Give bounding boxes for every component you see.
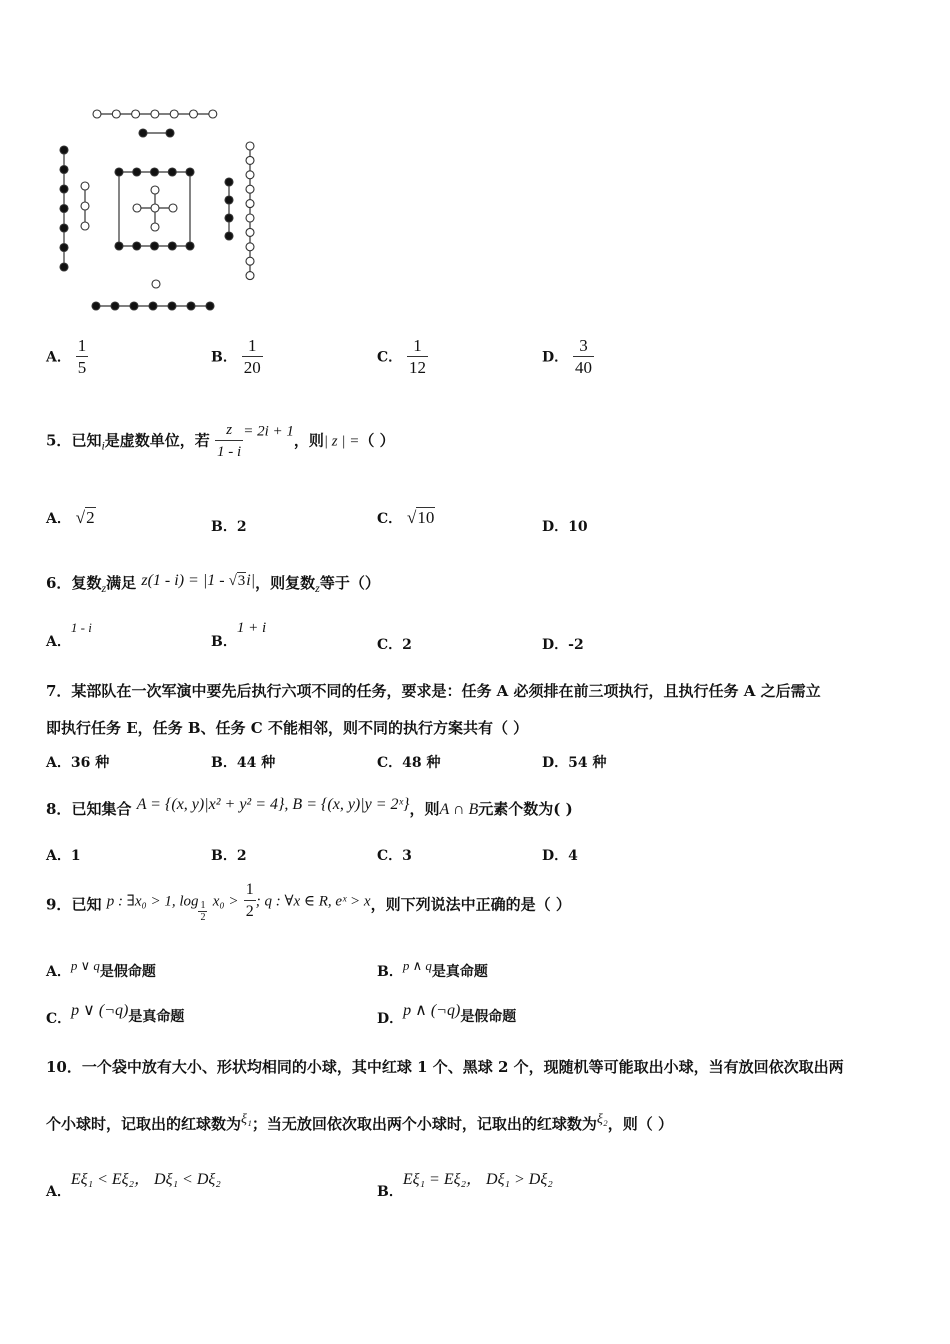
black-stone	[225, 196, 233, 204]
q5-option-b	[211, 516, 247, 536]
option-text: 是真命题	[431, 964, 488, 980]
denominator: 40	[575, 358, 593, 377]
numerator: z	[215, 420, 243, 441]
option-value: 10	[568, 519, 588, 535]
option-letter: C．	[377, 349, 403, 366]
q8-option-d	[542, 845, 578, 865]
q10-xi1: ξ₁	[241, 1112, 252, 1127]
white-stone	[246, 228, 254, 236]
q5-option-d	[542, 516, 588, 536]
black-stone	[60, 263, 68, 271]
black-stone	[168, 168, 176, 176]
option-letter: D．	[542, 848, 569, 864]
q7-option-a	[46, 752, 109, 772]
q9-p-part2: x₀ >	[212, 893, 239, 910]
q4-option-c	[377, 336, 428, 379]
option-value: 2	[236, 519, 247, 535]
white-stone	[246, 243, 254, 251]
fraction	[407, 336, 428, 379]
option-letter: B．	[211, 349, 237, 366]
q10-option-a	[46, 1166, 221, 1201]
q9-option-b	[377, 958, 488, 981]
q4-option-d	[542, 336, 594, 379]
white-stone	[151, 223, 159, 231]
option-letter: B．	[377, 964, 403, 980]
question-number: 8．	[46, 800, 72, 818]
q8-intersection: A ∩ B	[439, 801, 479, 818]
white-stone	[151, 110, 159, 118]
q6-text: 复数	[71, 574, 102, 592]
q7-option-b	[211, 752, 275, 772]
white-stone	[132, 110, 140, 118]
q8-text: 已知集合	[71, 800, 132, 818]
q6-option-a	[46, 620, 92, 651]
white-stone	[246, 142, 254, 150]
option-letter: A．	[46, 634, 71, 650]
white-stone	[246, 171, 254, 179]
q5-option-a	[46, 508, 96, 528]
option-expression: p ∨ q	[70, 958, 100, 973]
white-stone	[112, 110, 120, 118]
q6-text: ，则复数	[255, 574, 316, 592]
option-letter: B．	[211, 519, 237, 535]
option-value: 4	[568, 848, 578, 864]
option-expression: Eξ₁ < Eξ₂， Dξ₁ < Dξ₂	[70, 1171, 221, 1188]
option-value: 1	[70, 848, 81, 864]
white-stone	[246, 257, 254, 265]
q5-abs-z: | z | =	[323, 433, 360, 450]
q4-option-a	[46, 336, 88, 379]
q5-i: i	[101, 438, 105, 453]
q6-z: z	[101, 581, 107, 595]
option-letter: A．	[46, 964, 71, 980]
denominator: 2	[200, 911, 206, 923]
white-stone	[169, 204, 177, 212]
q8-text: 元素个数为( )	[478, 800, 573, 818]
black-stone	[92, 302, 100, 310]
black-stone	[130, 302, 138, 310]
q8-option-c	[377, 845, 412, 865]
option-letter: B．	[211, 634, 237, 650]
option-letter: A．	[46, 848, 71, 864]
black-stone	[225, 232, 233, 240]
q10-text: ；当无放回依次取出两个小球时，记取出的红球数为	[251, 1115, 597, 1133]
question-6	[46, 572, 380, 596]
question-10-line-2	[46, 1112, 673, 1134]
denominator: 20	[243, 358, 261, 377]
q6-z: z	[315, 581, 320, 595]
q4-option-b	[211, 336, 263, 379]
white-stone	[246, 272, 254, 280]
question-number: 9．	[46, 895, 72, 914]
q7-option-d	[542, 752, 607, 772]
black-stone	[151, 242, 159, 250]
black-stone	[149, 302, 157, 310]
q5-text: 是虚数单位，若	[104, 431, 210, 450]
white-stone	[81, 202, 89, 210]
sqrt-expression: √3	[228, 573, 246, 589]
question-8	[46, 796, 573, 819]
option-text: 是假命题	[99, 964, 156, 980]
question-number: 6．	[46, 574, 72, 592]
question-7-line-2: 即执行任务 E，任务 B、任务 C 不能相邻，则不同的执行方案共有（ ）	[46, 719, 529, 737]
fraction	[573, 336, 594, 379]
denominator: 1 - i	[217, 444, 242, 460]
option-text: 是真命题	[128, 1009, 185, 1025]
q9-option-c	[46, 1000, 184, 1028]
fraction	[242, 336, 263, 379]
q9-q-part: ; q : ∀x ∈ R, eˣ > x	[255, 893, 371, 910]
option-value: 44 种	[236, 755, 276, 771]
black-stone	[60, 146, 68, 154]
black-stone	[111, 302, 119, 310]
question-5	[46, 420, 395, 463]
q8-sets: A = {(x, y)|x² + y² = 4}, B = {(x, y)|y = 2ˣ}	[136, 796, 410, 813]
stone-pattern-svg	[40, 100, 280, 320]
black-stone	[139, 129, 147, 137]
option-letter: D．	[542, 755, 569, 771]
q6-text: 满足	[106, 574, 137, 592]
option-letter: B．	[377, 1184, 403, 1200]
option-letter: A．	[46, 1184, 71, 1200]
numerator: 1	[244, 880, 256, 901]
denominator: 5	[77, 358, 87, 377]
numerator: 1	[407, 336, 428, 357]
option-value: 36 种	[70, 755, 110, 771]
black-stone	[60, 205, 68, 213]
q9-p-part: p : ∃x₀ > 1, log	[106, 893, 199, 910]
q5-option-c	[377, 508, 435, 528]
black-stone	[168, 302, 176, 310]
white-stone	[81, 222, 89, 230]
white-stone	[152, 280, 160, 288]
option-value: 54 种	[568, 755, 607, 771]
stone-pattern-figure	[40, 100, 280, 320]
option-letter: B．	[211, 755, 237, 771]
black-stone	[60, 244, 68, 252]
white-stone	[93, 110, 101, 118]
q6-eq-left: z(1 - i) = |1 -	[141, 572, 229, 589]
black-stone	[133, 168, 141, 176]
numerator: 1	[200, 899, 206, 911]
white-stone	[133, 204, 141, 212]
option-letter: D．	[542, 519, 569, 535]
radicand: 10	[417, 508, 435, 527]
q9-option-a	[46, 958, 156, 981]
option-letter: A．	[46, 755, 71, 771]
q6-option-b	[211, 620, 266, 651]
q9-option-d	[377, 1000, 516, 1028]
option-text: 是假命题	[460, 1009, 517, 1025]
black-stone	[60, 166, 68, 174]
q9-text: ，则下列说法中正确的是（ ）	[370, 895, 571, 914]
denominator: 12	[409, 358, 427, 377]
option-value: 48 种	[402, 755, 441, 771]
white-stone	[246, 214, 254, 222]
half-fraction	[244, 880, 256, 923]
black-stone	[60, 185, 68, 193]
sqrt-expression: √2	[75, 508, 95, 527]
q6-text: 等于（）	[319, 574, 380, 592]
question-7-line-1: 7．某部队在一次军演中要先后执行六项不同的任务，要求是：任务 A 必须排在前三项执行，且执行任务 A 之后需立	[46, 682, 821, 700]
white-stone	[246, 185, 254, 193]
fraction	[76, 336, 89, 379]
white-stone	[170, 110, 178, 118]
option-letter: A．	[46, 511, 71, 527]
numerator: 1	[77, 336, 87, 355]
black-stone	[115, 168, 123, 176]
q10-option-b	[377, 1166, 553, 1201]
q8-text: ，则	[409, 800, 440, 818]
option-expression: p ∧ q	[402, 958, 432, 973]
denominator: 2	[245, 903, 254, 920]
q6-option-d	[542, 634, 584, 654]
q10-xi2: ξ₂	[596, 1112, 608, 1127]
option-letter: D．	[542, 637, 569, 653]
white-stone	[151, 204, 159, 212]
numerator: 1	[242, 336, 263, 357]
black-stone	[133, 242, 141, 250]
q6-eq-right: i|	[246, 572, 256, 589]
option-letter: B．	[211, 848, 237, 864]
radicand: 2	[86, 508, 95, 527]
q10-text: ，则（ ）	[607, 1115, 674, 1133]
white-stone	[246, 156, 254, 164]
white-stone	[246, 200, 254, 208]
option-letter: C．	[377, 637, 403, 653]
option-value: 1 - i	[70, 620, 92, 635]
black-stone	[151, 168, 159, 176]
black-stone	[225, 178, 233, 186]
option-letter: D．	[377, 1011, 404, 1027]
sqrt-expression: √10	[407, 508, 435, 527]
option-letter: A．	[46, 349, 71, 366]
black-stone	[187, 302, 195, 310]
option-value: -2	[568, 637, 584, 653]
option-letter: C．	[377, 848, 403, 864]
black-stone	[115, 242, 123, 250]
black-stone	[206, 302, 214, 310]
option-letter: C．	[377, 755, 403, 771]
white-stone	[190, 110, 198, 118]
option-expression: Eξ₁ = Eξ₂， Dξ₁ > Dξ₂	[402, 1171, 553, 1188]
numerator: 3	[573, 336, 594, 357]
q5-fraction	[215, 420, 243, 463]
q5-rhs: = 2i + 1	[243, 423, 294, 440]
black-stone	[225, 214, 233, 222]
log-base-fraction	[198, 900, 207, 924]
black-stone	[166, 129, 174, 137]
option-expression: p ∧ (¬q)	[403, 1002, 461, 1019]
option-value: 3	[402, 848, 412, 864]
q9-text: 已知	[71, 895, 102, 914]
black-stone	[168, 242, 176, 250]
q7-option-c	[377, 752, 441, 772]
q8-option-a	[46, 845, 81, 865]
option-value: 2	[236, 848, 247, 864]
option-letter: C．	[377, 511, 403, 527]
q8-option-b	[211, 845, 247, 865]
question-10-line-1: 10．一个袋中放有大小、形状均相同的小球，其中红球 1 个、黑球 2 个，现随机等可能取出小球，当有放回依次取出两	[46, 1058, 844, 1076]
white-stone	[151, 186, 159, 194]
q6-option-c	[377, 634, 412, 654]
radicand: 3	[237, 573, 246, 589]
white-stone	[209, 110, 217, 118]
option-expression: p ∨ (¬q)	[71, 1002, 129, 1019]
black-stone	[60, 224, 68, 232]
option-letter: C．	[46, 1011, 72, 1027]
option-value: 2	[402, 637, 412, 653]
option-letter: D．	[542, 349, 569, 366]
question-number: 5．	[46, 431, 72, 450]
q5-text: ，则	[293, 431, 324, 450]
q5-text: （ ）	[359, 431, 395, 450]
q10-text: 个小球时，记取出的红球数为	[46, 1115, 242, 1133]
black-stone	[186, 242, 194, 250]
white-stone	[81, 182, 89, 190]
option-value: 1 + i	[236, 620, 267, 636]
black-stone	[186, 168, 194, 176]
question-9	[46, 880, 571, 924]
q5-text: 已知	[71, 431, 102, 450]
